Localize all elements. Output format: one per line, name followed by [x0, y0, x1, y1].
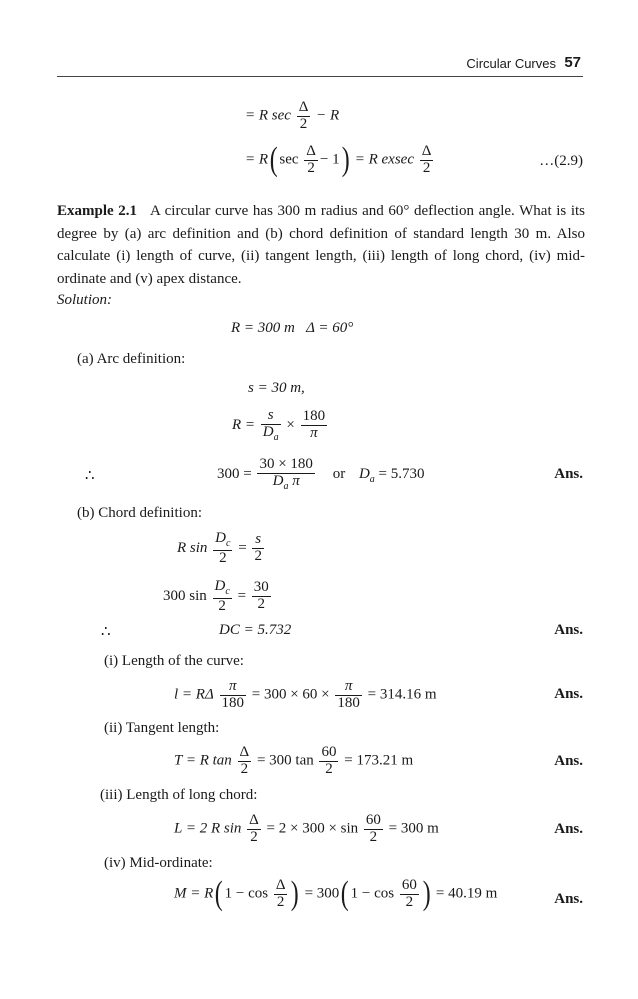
part-b-heading: (b) Chord definition: — [77, 505, 202, 521]
part-b-line-2: 300 sin $\frac{D_c}{2}$ = $\frac{30}{2}$ — [163, 578, 269, 614]
answer-label: Ans. — [554, 891, 583, 907]
part-iv-formula: M = R( 1 − cos $\frac{\Delta}{2}$ ) = 300( 1 − cos $\frac{60}{2}$ ) = 40.19 m — [174, 875, 498, 912]
solution-label: Solution: — [57, 292, 112, 308]
fraction-delta-over-2: $\frac{\Delta}{2}$ — [298, 99, 309, 132]
part-iii-heading: (iii) Length of long chord: — [100, 787, 258, 803]
given-values: R = 300 m Δ = 60° — [231, 320, 354, 336]
equation-line-1: = R sec $\frac{\Delta}{2}$ − R — [245, 99, 340, 132]
answer-label: Ans. — [554, 821, 583, 837]
answer-label: Ans. — [554, 466, 583, 482]
answer-label: Ans. — [554, 686, 583, 702]
part-b-line-1: R sin $\frac{D_c}{2}$ = $\frac{s}{2}$ — [177, 530, 262, 566]
answer-label: Ans. — [554, 753, 583, 769]
part-i-formula: l = RΔ $\frac{\pi}{180}$ = 300 × 60 × $\frac{\pi}{180}$ = 314.16 m — [174, 678, 437, 711]
page-number: 57 — [564, 54, 581, 71]
part-a-s-line: s = 30 m, — [248, 380, 305, 396]
header-rule — [57, 76, 583, 77]
part-a-R-formula: R = $\frac{s}{D_a}$ × $\frac{180}{\pi}$ — [232, 407, 326, 443]
part-b-result: DC = 5.732 — [219, 622, 292, 638]
part-iii-formula: L = 2 R sin $\frac{\Delta}{2}$ = 2 × 300 × sin $\frac{60}{2}$ = 300 m — [174, 812, 439, 845]
answer-label: Ans. — [554, 622, 583, 638]
part-a-heading: (a) Arc definition: — [77, 351, 186, 367]
example-label: Example 2.1 — [57, 203, 138, 219]
running-title: Circular Curves — [466, 56, 556, 71]
equation-number: …(2.9) — [539, 153, 583, 169]
therefore-symbol: ∴ — [101, 624, 111, 640]
part-ii-heading: (ii) Tangent length: — [104, 720, 220, 736]
part-iv-heading: (iv) Mid-ordinate: — [104, 855, 213, 871]
part-ii-formula: T = R tan $\frac{\Delta}{2}$ = 300 tan $\frac{60}{2}$ = 173.21 m — [174, 744, 414, 777]
equation-line-2: = R( sec $\frac{\Delta}{2}$ − 1) = R exsec $\frac{\Delta}{2}$ — [245, 141, 432, 178]
example-text: A circular curve has 300 m radius and 60° deflection angle. What is its degree by (a) arc definition and (b) chord definition of standard length 30 m. Also calculate (i) length of curve, (ii) tangent length, (iii) length of long chord, (iv) mid-ordinate and (v) apex distance. — [57, 203, 586, 287]
part-i-heading: (i) Length of the curve: — [104, 653, 244, 669]
therefore-symbol: ∴ — [85, 468, 95, 484]
example-paragraph — [57, 200, 585, 290]
part-a-calculation: 300 = $\frac{30 \times 180}{D_a \pi}$ or $D_a = 5.730$ — [217, 456, 425, 492]
